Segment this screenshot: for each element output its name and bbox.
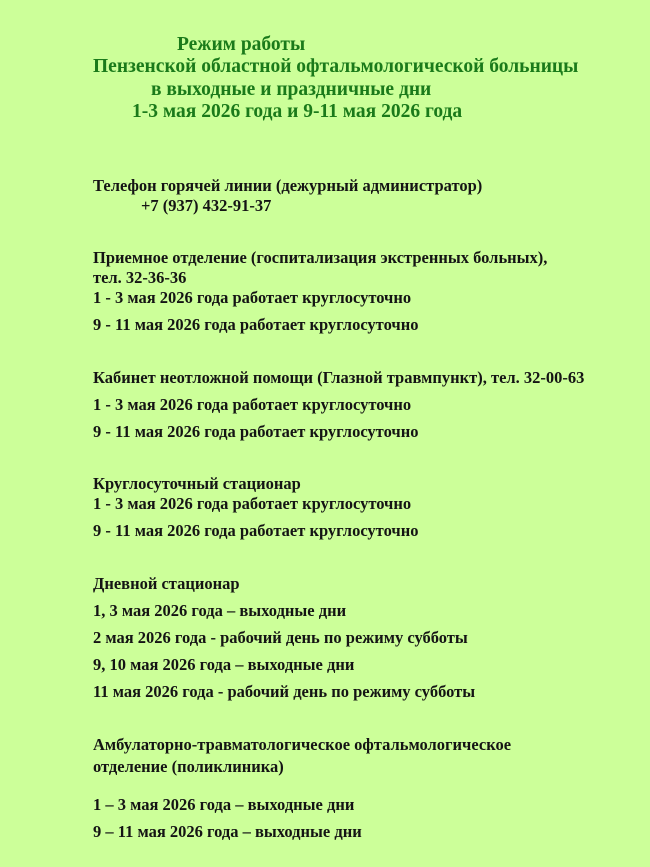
schedule-line: 1, 3 мая 2026 года – выходные дни <box>93 601 347 620</box>
section-phone: тел. 32-36-36 <box>93 268 187 287</box>
hotline-heading: Телефон горячей линии (дежурный администратор) <box>93 176 483 195</box>
schedule-line: 9 - 11 мая 2026 года работает круглосуточно <box>93 422 419 441</box>
schedule-line: 9 – 11 мая 2026 года – выходные дни <box>93 822 362 841</box>
schedule-line: 9 - 11 мая 2026 года работает круглосуточно <box>93 315 419 334</box>
title-line-2: Пензенской областной офтальмологической больницы <box>93 56 579 77</box>
schedule-line: 1 - 3 мая 2026 года работает круглосуточно <box>93 395 412 414</box>
schedule-line: 11 мая 2026 года - рабочий день по режиму субботы <box>93 682 476 701</box>
section-heading: Кабинет неотложной помощи (Глазной травмпункт), тел. 32-00-63 <box>93 368 585 387</box>
schedule-line: 1 - 3 мая 2026 года работает круглосуточно <box>93 288 412 307</box>
schedule-line: 9, 10 мая 2026 года – выходные дни <box>93 655 355 674</box>
title-line-1: Режим работы <box>177 34 306 55</box>
section-heading: Дневной стационар <box>93 574 240 593</box>
title-line-4: 1-3 мая 2026 года и 9-11 мая 2026 года <box>132 101 463 122</box>
schedule-line: 2 мая 2026 года - рабочий день по режиму субботы <box>93 628 468 647</box>
title-line-3: в выходные и праздничные дни <box>151 79 432 100</box>
section-heading-cont: отделение (поликлиника) <box>93 757 284 776</box>
section-heading: Приемное отделение (госпитализация экстренных больных), <box>93 248 548 267</box>
schedule-line: 1 – 3 мая 2026 года – выходные дни <box>93 795 355 814</box>
schedule-line: 1 - 3 мая 2026 года работает круглосуточно <box>93 494 412 513</box>
hotline-phone: +7 (937) 432-91-37 <box>141 196 272 215</box>
section-heading: Круглосуточный стационар <box>93 474 301 493</box>
section-heading: Амбулаторно-травматологическое офтальмологическое <box>93 735 512 754</box>
schedule-line: 9 - 11 мая 2026 года работает круглосуточно <box>93 521 419 540</box>
